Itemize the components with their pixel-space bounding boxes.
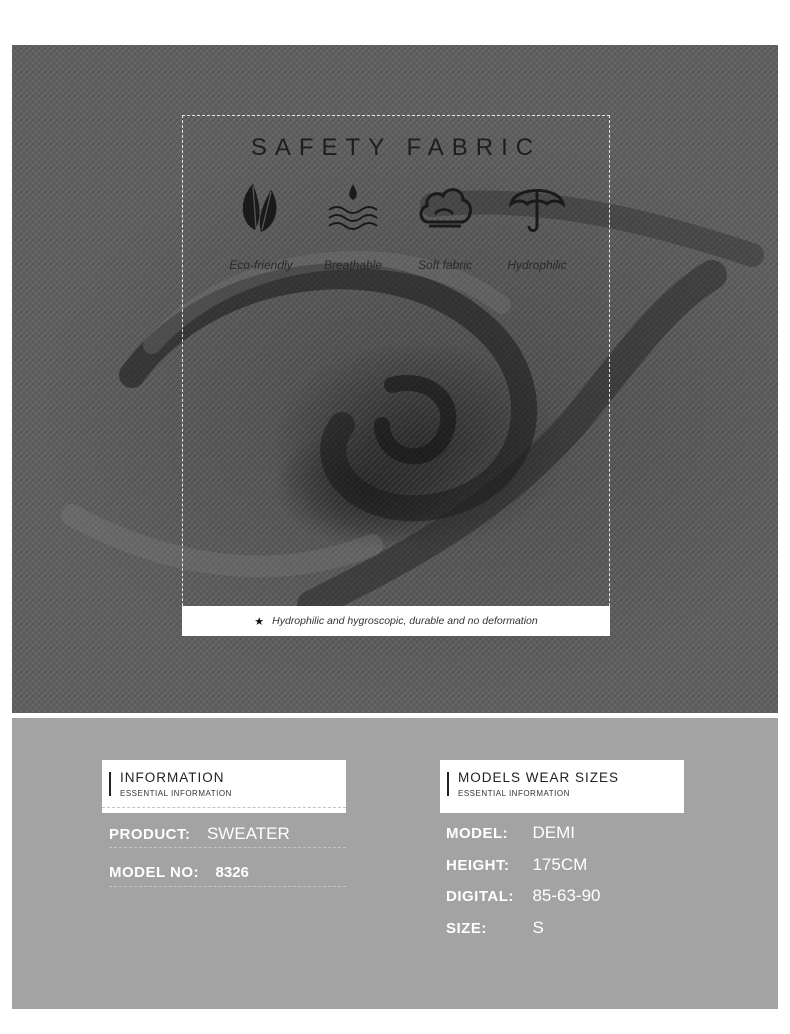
safety-fabric-card xyxy=(182,115,610,636)
size-label: SIZE: xyxy=(446,920,487,937)
size-value: S xyxy=(532,918,544,937)
model-row xyxy=(446,823,575,843)
model-value: DEMI xyxy=(532,823,575,842)
height-label: HEIGHT: xyxy=(446,857,510,874)
cotton-cloud-icon xyxy=(415,178,475,238)
info-panel xyxy=(12,718,778,1009)
models-wear-subtitle: ESSENTIAL INFORMATION xyxy=(458,789,570,798)
information-title: INFORMATION xyxy=(120,770,225,785)
information-subtitle: ESSENTIAL INFORMATION xyxy=(120,789,232,798)
height-row xyxy=(446,855,587,875)
feature-breathable xyxy=(307,178,399,278)
star-icon: ★ xyxy=(254,615,265,628)
model-no-row xyxy=(109,864,249,882)
feature-label: Soft fabric xyxy=(417,258,473,272)
divider xyxy=(109,847,346,848)
height-value: 175CM xyxy=(532,855,588,874)
model-label: MODEL: xyxy=(446,825,509,842)
feature-label: Eco-friendly xyxy=(229,258,293,272)
digital-row xyxy=(446,886,601,906)
divider xyxy=(109,886,346,887)
models-wear-title: MODELS WEAR SIZES xyxy=(458,770,620,785)
water-icon xyxy=(323,178,383,238)
safety-fabric-title: SAFETY FABRIC xyxy=(250,134,542,161)
digital-label: DIGITAL: xyxy=(446,888,514,905)
information-header xyxy=(102,760,346,813)
fabric-banner xyxy=(182,606,610,636)
product-row xyxy=(109,824,290,844)
feature-icons xyxy=(215,178,579,278)
models-wear-header xyxy=(440,760,684,813)
digital-value: 85-63-90 xyxy=(532,886,601,905)
product-label: PRODUCT: xyxy=(109,826,191,843)
divider xyxy=(102,807,346,808)
leaf-icon xyxy=(231,178,291,238)
feature-label: Hydrophilic xyxy=(507,258,567,272)
fabric-photo xyxy=(12,45,778,713)
feature-label: Breathable xyxy=(323,258,383,272)
size-row xyxy=(446,918,544,938)
model-no-value: 8326 xyxy=(215,864,249,881)
banner-text: Hydrophilic and hygroscopic, durable and no deformation xyxy=(272,615,538,627)
model-no-label: MODEL NO: xyxy=(109,864,200,881)
feature-hydrophilic xyxy=(491,178,583,278)
umbrella-icon xyxy=(507,178,567,238)
feature-soft xyxy=(399,178,491,278)
feature-eco xyxy=(215,178,307,278)
header-accent-bar xyxy=(447,772,449,796)
header-accent-bar xyxy=(109,772,111,796)
product-value: SWEATER xyxy=(206,824,290,843)
